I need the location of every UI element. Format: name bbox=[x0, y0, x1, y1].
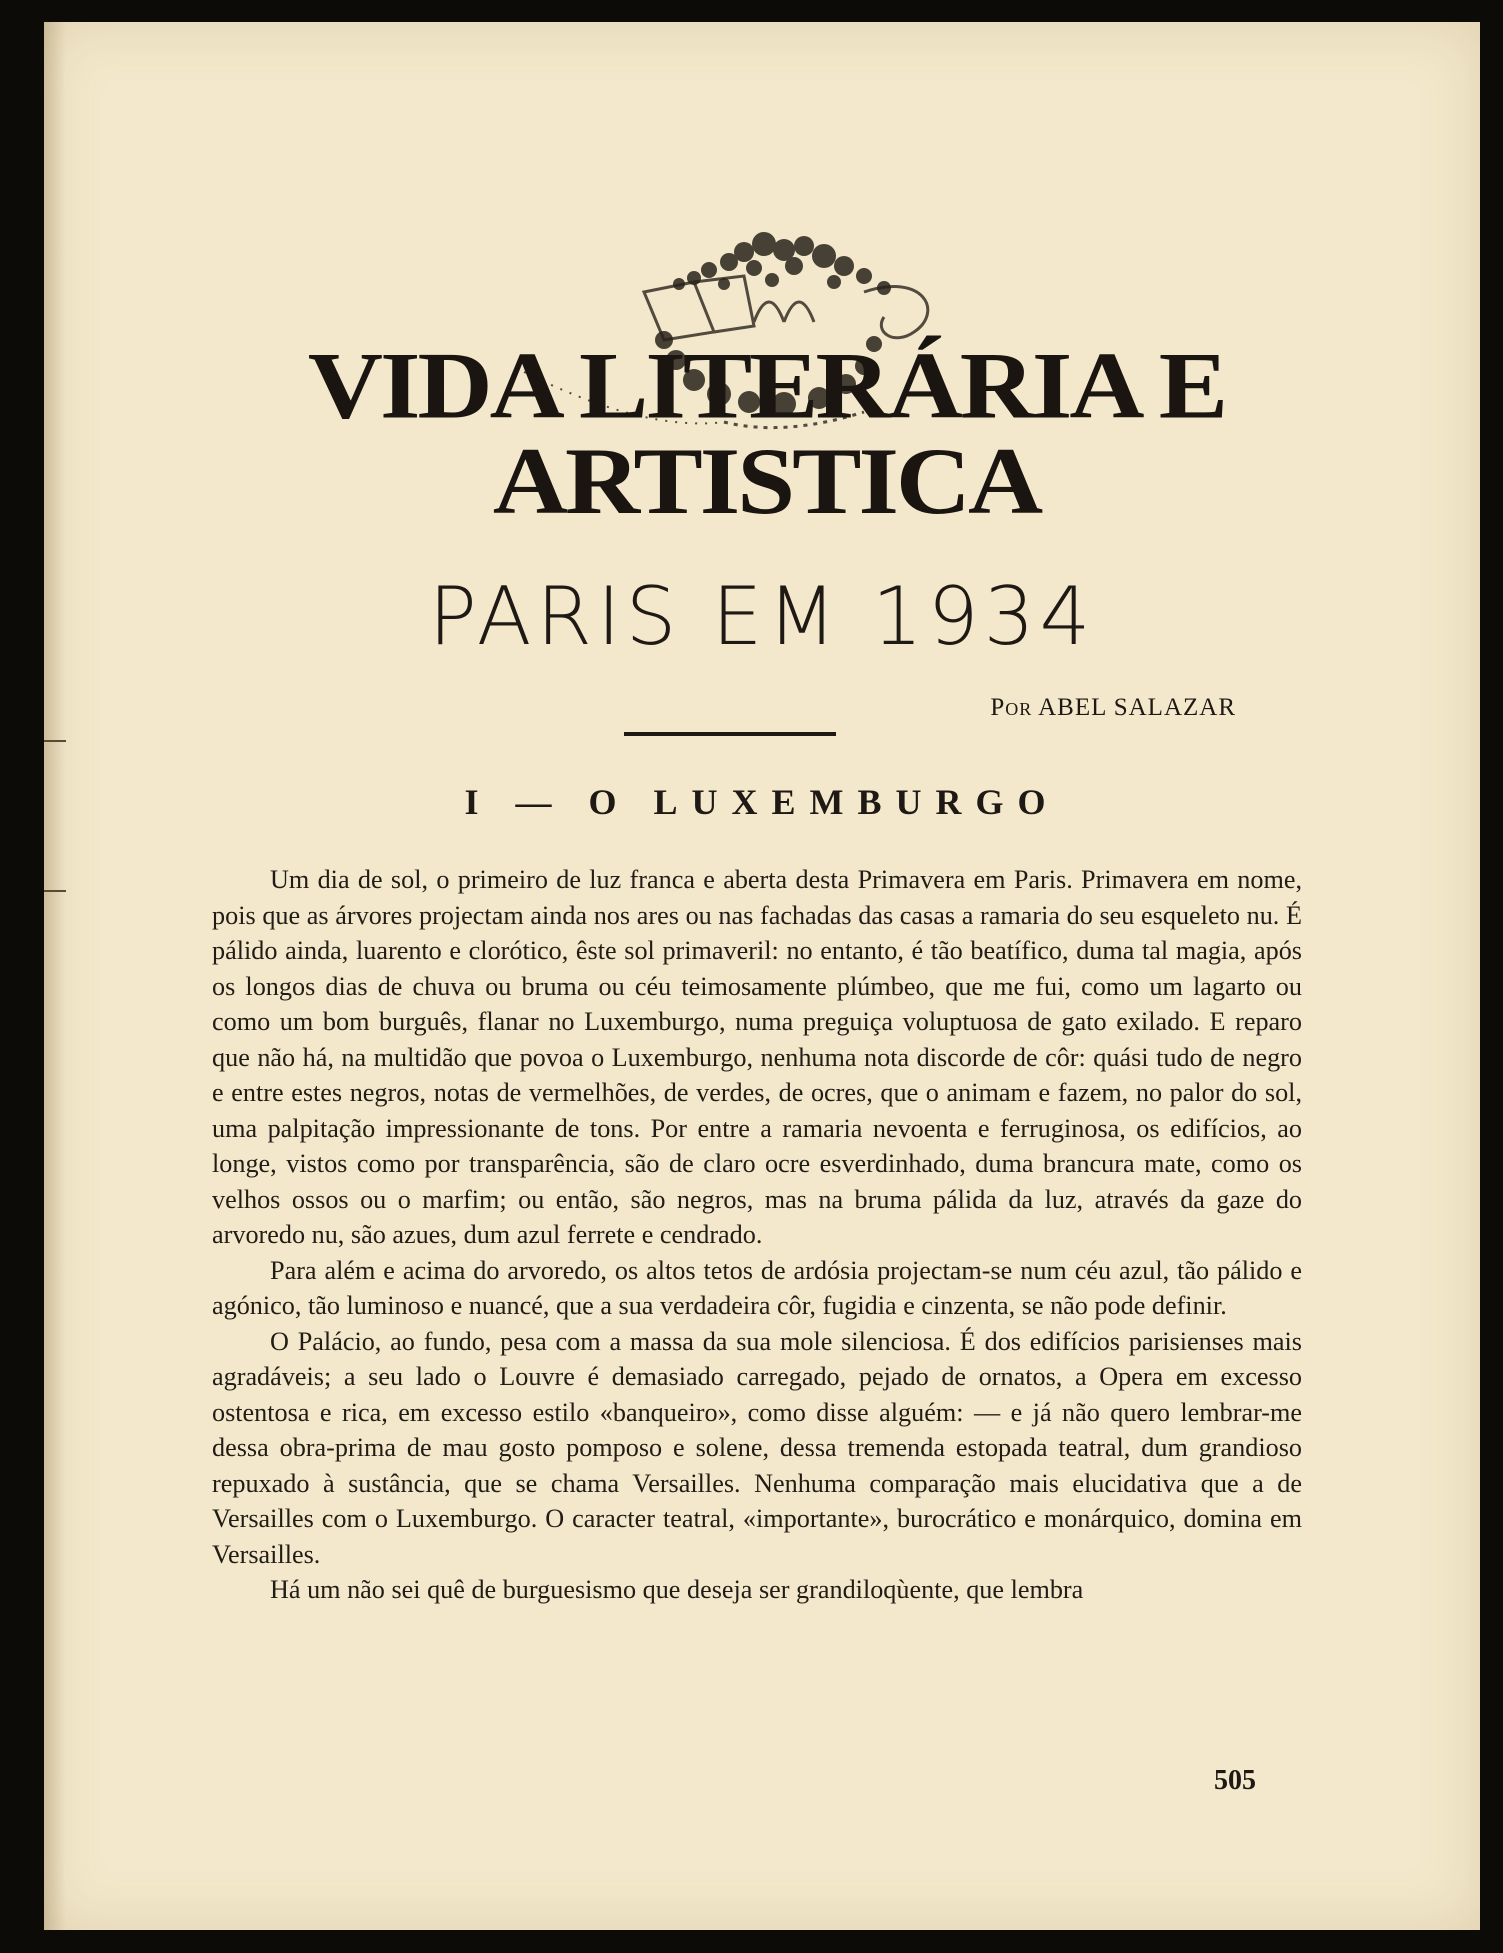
paragraph: Um dia de sol, o primeiro de luz franca e aberta desta Primavera em Paris. Primavera em nome, pois que as árvores projectam ainda nos ares ou nas fachadas das casas a ramaria do seu esqueleto nu. É pálido ainda, luarento e clorótico, êste sol primaveril: no entanto, é tão beatífico, duma tal magia, após os longos dias de chuva ou bruma ou céu teimosamente plúmbeo, que me fui, como um lagarto ou como um bom burguês, flanar no Luxemburgo, numa preguiça voluptuosa de gato exilado. E reparo que não há, na multidão que povoa o Luxemburgo, nenhuma nota discorde de côr: quási tudo de negro e entre estes negros, notas de vermelhões, de verdes, de ocres, que o animam e fazem, no palor do sol, uma palpitação impressionante de tons. Por entre a ramaria nevoenta e ferruginosa, os edifícios, ao longe, vistos como por transparência, são de claro ocre esverdinhado, duma brancura mate, como os velhos ossos ou o marfim; ou então, são negros, mas na bruma pálida da luz, através da gaze do arvoredo nu, são azues, dum azul ferrete e cendrado. bbox=[212, 865, 1302, 1249]
magazine-page bbox=[44, 22, 1480, 1930]
article-title: PARIS EM 1934 bbox=[428, 570, 1096, 663]
paragraph: O Palácio, ao fundo, pesa com a massa da sua mole silenciosa. É dos edifícios parisienses mais agradáveis; a seu lado o Louvre é demasiado carregado, pejado de ornatos, a Opera em excesso ostentosa e rica, em excesso estilo «banqueiro», como disse alguém: — e já não quero lembrar-me dessa obra-prima de mau gosto pomposo e solene, dessa tremenda estopada teatral, dum grandioso repuxado à sustância, que se chama Versailles. Nenhuma comparação mais elucidativa que a de Versailles com o Luxemburgo. O caracter teatral, «importante», burocrático e monárquico, domina em Versailles. bbox=[212, 1326, 1302, 1569]
paragraph: Para além e acima do arvoredo, os altos tetos de ardósia projectam-se num céu azul, tão pálido e agónico, tão luminoso e nuancé, que a sua verdadeira côr, fugidia e cinzenta, se não pode definir. bbox=[212, 1255, 1302, 1320]
margin-mark bbox=[44, 890, 66, 892]
section-heading: I — O LUXEMBURGO bbox=[464, 782, 1060, 822]
title-rule bbox=[624, 732, 836, 736]
article-body bbox=[212, 862, 1302, 1608]
binding-shadow bbox=[44, 22, 66, 1930]
masthead bbox=[224, 222, 1309, 535]
margin-mark bbox=[44, 740, 66, 742]
byline: Por ABEL SALAZAR bbox=[990, 694, 1236, 721]
page-number: 505 bbox=[1214, 1765, 1256, 1796]
masthead-title: VIDA LITERÁRIA E ARTISTICA bbox=[307, 332, 1226, 535]
paragraph: Há um não sei quê de burguesismo que deseja ser grandiloqùente, que lembra bbox=[270, 1575, 1084, 1604]
